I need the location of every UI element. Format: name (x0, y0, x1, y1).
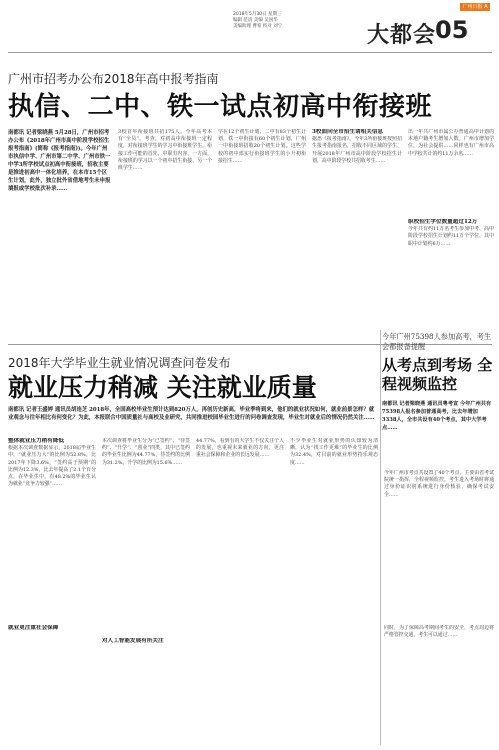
article1-kicker: 广州市招考办公布2018年高中报考指南 (8, 72, 219, 86)
sidebar-headline: 从考点到考场 全程视频监控 (382, 356, 493, 393)
sidebar-column-1: 今年广州市考点共设置了40个考点，主要由省考试院统一指挥，全程视频监控。考生进入考场时将通过身份证识别系统进行身份核验，确保考试安全…… (384, 470, 494, 498)
page-number: 05 (435, 16, 469, 44)
sidebar-column-2: 同时，为了保障高考期间考生的安全，考点周边将严格管控交通，考生可以通过…… (384, 625, 494, 639)
article2-column-1-text: 根据本次调查数据显示，2018届毕业生中，“就业压力大”的比例为52.8%，比2017年下降3.6%，“签约高于预期”的比例为12.3%，比去年提高了2.1个百分点，在毕业生中，有48.2%的毕业生认为就业“竞争力较强”…… (8, 445, 96, 488)
article1-column-4 (408, 129, 494, 329)
article2-column-2 (102, 438, 190, 743)
article1-lead: 南都讯 记者梁晓燕 5月28日，广州市招考办公布《2018年广州市高中阶段学校招生报考指南》(简称《报考指南》)。今年广州市执信中学、广州市第二中学、广州市铁一中学3所学校试点初高中衔接班，招收主要是推进初高中一体化培养，在本市15个区生计划，此外，独立批外省借地考生未申报填报或学校批次补录…… (8, 130, 111, 192)
article1-column-1: 3校首年衔接班共招175人。今年高考本有“全员”。考查，对初高中衔接班一定程度，对衔接班学生的学习中衔接班学生，衔接工作可能的首先，中职有内容、一方面，衔接班的学习以一个初中招生衔接，另一个班学生…… (118, 129, 212, 172)
article1-headline: 执信、二中、铁一试点初高中衔接班 (8, 92, 433, 122)
article2-column-1 (8, 438, 96, 743)
newspaper-tag: 广州日报 A (460, 3, 490, 11)
article2-subhead-2: 就业更注重社会保障 (8, 625, 59, 632)
article2-headline: 就业压力稍减 关注就业质量 (8, 373, 317, 402)
article1-subhead-3: 职校招生学位数量超过12万 (408, 219, 478, 225)
masthead-info (233, 12, 353, 30)
article1-column-2: 学在12个初生计划，二中有83个初生计划，铁一中衔接有60个初生计划，广州一中衔接班招收20个初生计划。这些学校的初中部实行衔接班学生的小升初衔接招生…… (218, 129, 306, 164)
section-name: 大都会 (367, 23, 437, 48)
article2-column-2-text: 本次调查将毕业生分为“已签约”、“待签约”、“升学”、“创业”四类，其中已签约的毕业生比例为44.77%，待签约的比例为31.2%，升学的比例为15.6%…… (102, 438, 190, 466)
article2-subhead-3: 对人工智能发展有所关注 (102, 638, 164, 644)
masthead-rule (8, 52, 492, 53)
proof-line: 美编助理 曹希 校对 刘宁 (233, 24, 283, 29)
editors-line: 编辑 范清 美编 吴国华 (233, 18, 278, 23)
article1-column-3-text: 据悉《报考指南》，今年3所衔接班按照招生报考指南报名，招收不同区域的学生，开展2018年广州市高中阶段学校招生计划，高中阶段学校共招收考生…… (312, 136, 402, 164)
sidebar-byline: 南都讯 记者梁晓燕 通讯员粤考宣 今年广州共有75398人报名参加普通高考，比去年增加3338人，全市共设有40个考点，其中大学考点…… (382, 401, 492, 431)
article2-subhead-1: 整体就业压力稍有降低 (8, 438, 64, 444)
issue-date: 2018年5月30日 星期三 (233, 12, 282, 17)
article1-column-3 (312, 129, 402, 329)
article1-subhead-1: 3校面向全市招生请相关信息 (312, 129, 384, 135)
sidebar-divider (380, 330, 381, 745)
article2-kicker: 2018年大学毕业生就业情况调查问卷发布 (8, 356, 231, 370)
article2-column-3: 44.77%，看到有的大学生不仅关注个人的发展，也重视未来就业的方向，更注重社会保障和企业的长远发展…… (196, 438, 284, 459)
article1-column-4-text: 出一年共广州市属公办普通高中计划的本地户籍考生增加人数。广州市增加学位，为社会提供……同样也有广州市高中学校共计的约11万余名…… (408, 129, 494, 157)
article2-column-4: 不少毕业生对就业形势的认知较为清晰，认为“找工作更难”的毕业生的比例为32.4%，对目前的就业形势持乐观态度…… (290, 438, 378, 466)
sidebar-kicker: 今年广州75398人参加高考，考生会都报备提醒 (382, 332, 492, 351)
article1-column-5-text: 今年共有约11万名考生参加中考，高中阶段学校招生计划约11万个学位，其中职中计划约6万…… (408, 226, 494, 247)
article2-lead: 南都讯 记者王盛婷 通讯员胡连芝 2018年，全国高校毕业生预计达到820万人，再创历史新高，毕业季将到来，他们的就业状况如何，就业前景怎样？就业观念与往年相比有何变化？为此，本报联合中国质量社与高校及业研究，共同推进校园毕业生进行的问卷调查发现，毕业生对就业后的情况仍然关注…… (8, 407, 375, 421)
